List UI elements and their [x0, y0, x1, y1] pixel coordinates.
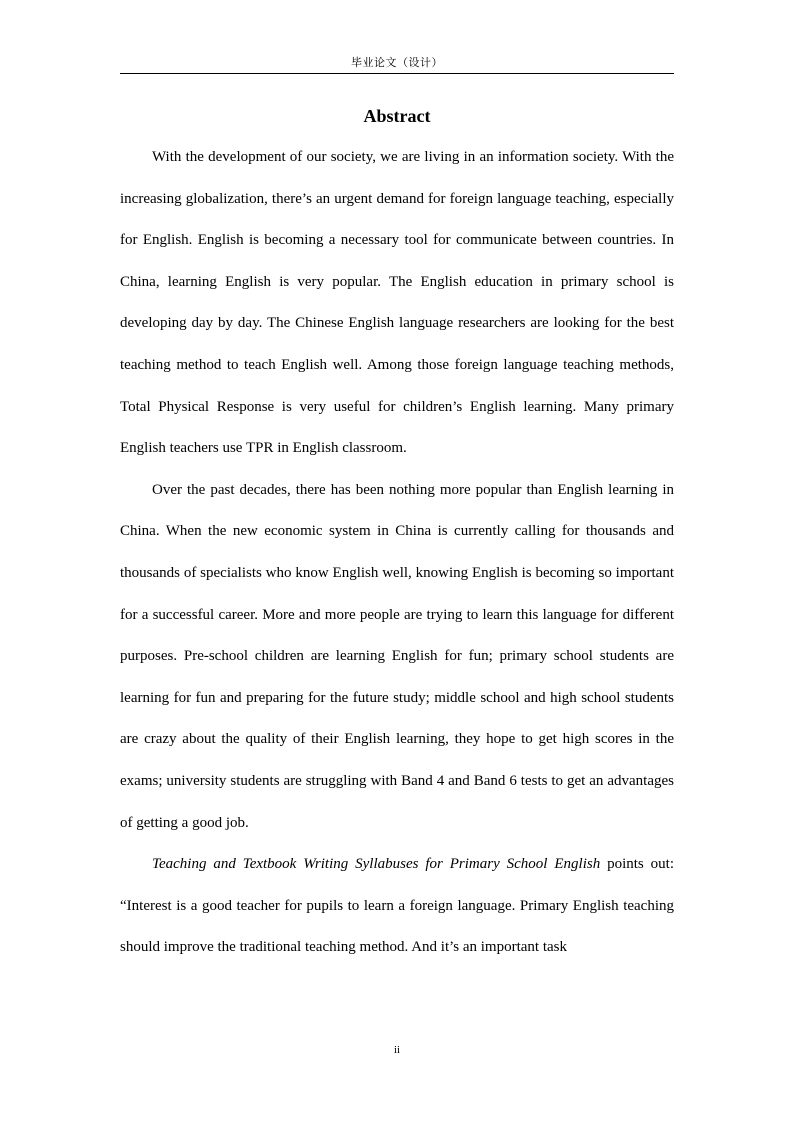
header-rule	[120, 73, 674, 74]
paragraph-1-text: With the development of our society, we are living in an information society. With the increasing globalization, there’s an urgent demand for foreign language teaching, especially for English. English is becoming a necessary tool for communicate between countries. In China, learning English is very popular. The English education in primary school is developing day by day. The Chinese English language researchers are looking for the best teaching method to teach English well. Among those foreign language teaching methods, Total Physical Response is very useful for children’s English learning. Many primary English teachers use TPR in English classroom.	[120, 149, 674, 457]
paragraph-2	[120, 470, 674, 844]
page-number: ii	[393, 1044, 401, 1056]
cited-document-title: Teaching and Textbook Writing Syllabuses for Primary School English	[152, 856, 601, 873]
paragraph-2-text: Over the past decades, there has been nothing more popular than English learning in China. When the new economic system in China is currently calling for thousands and thousands of specialists who know English well, knowing English is becoming so important for a successful career. More and more people are trying to learn this language for different purposes. Pre-school children are learning English for fun; primary school students are learning for fun and preparing for the future study; middle school and high school students are crazy about the quality of their English learning, they hope to get high scores in the exams; university students are struggling with Band 4 and Band 6 tests to get an advantages of getting a good job.	[120, 481, 674, 831]
running-header: 毕业论文（设计）	[351, 56, 443, 69]
abstract-body	[120, 137, 674, 969]
paragraph-1	[120, 137, 674, 470]
paragraph-3	[120, 844, 674, 969]
section-title: Abstract	[363, 106, 431, 126]
paragraph-3-text: points out: “Interest is a good teacher for pupils to learn a foreign language. Primary English teaching should improve the traditional teaching method. And it’s an important task	[120, 856, 674, 956]
